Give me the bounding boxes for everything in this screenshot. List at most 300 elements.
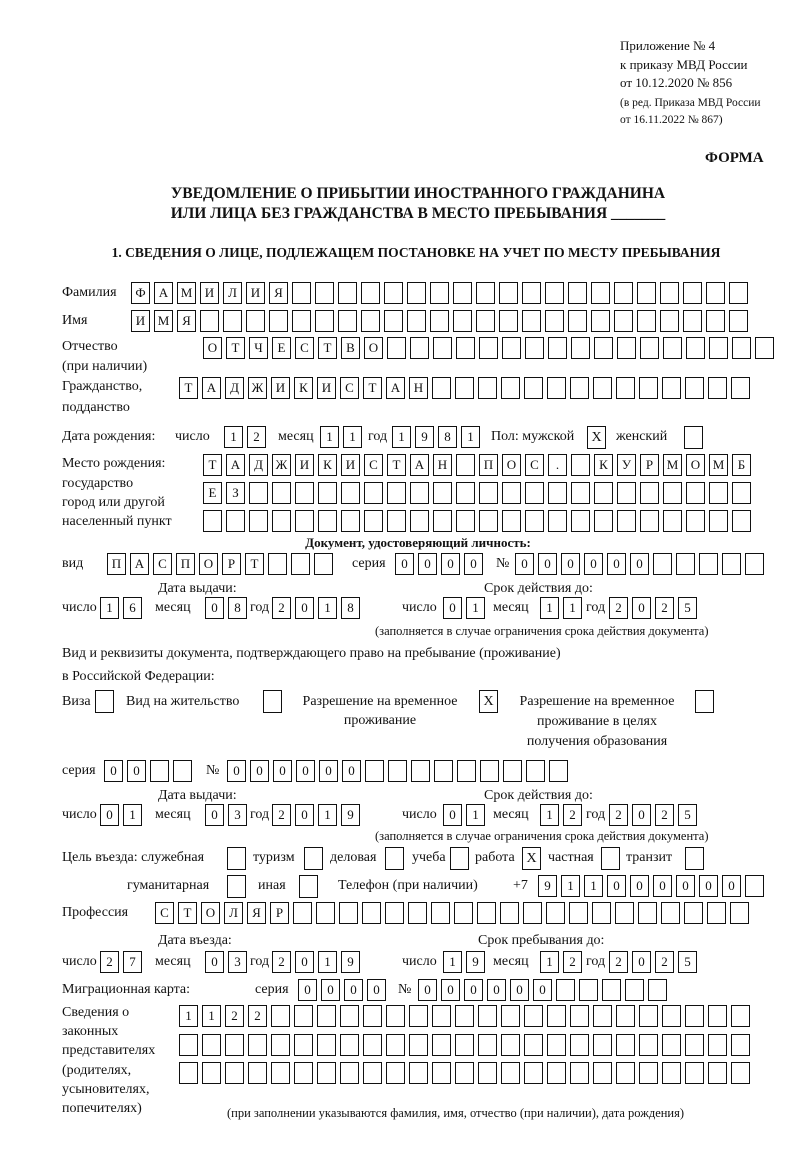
migration-number-field[interactable]	[418, 979, 671, 1001]
character-cell[interactable]	[457, 760, 476, 782]
character-cell[interactable]: 1	[466, 597, 485, 619]
character-cell[interactable]	[570, 1034, 589, 1056]
doc-number-field[interactable]	[515, 553, 768, 575]
character-cell[interactable]	[556, 979, 575, 1001]
character-cell[interactable]	[478, 1034, 497, 1056]
character-cell[interactable]: 2	[248, 1005, 267, 1027]
character-cell[interactable]	[745, 553, 764, 575]
character-cell[interactable]: Л	[224, 902, 243, 924]
character-cell[interactable]	[663, 482, 682, 504]
character-cell[interactable]	[200, 310, 219, 332]
character-cell[interactable]: 0	[584, 553, 603, 575]
character-cell[interactable]: 0	[418, 553, 437, 575]
character-cell[interactable]: 0	[104, 760, 123, 782]
character-cell[interactable]: 1	[320, 426, 339, 448]
character-cell[interactable]: 0	[295, 804, 314, 826]
character-cell[interactable]	[248, 1062, 267, 1084]
character-cell[interactable]	[548, 482, 567, 504]
purpose-service-checkbox[interactable]	[227, 847, 246, 870]
character-cell[interactable]: Е	[203, 482, 222, 504]
character-cell[interactable]	[341, 482, 360, 504]
character-cell[interactable]	[268, 553, 287, 575]
character-cell[interactable]	[730, 902, 749, 924]
character-cell[interactable]	[638, 902, 657, 924]
character-cell[interactable]: 2	[609, 804, 628, 826]
character-cell[interactable]	[707, 902, 726, 924]
character-cell[interactable]: К	[594, 454, 613, 476]
character-cell[interactable]	[683, 310, 702, 332]
character-cell[interactable]: 0	[722, 875, 741, 897]
character-cell[interactable]	[179, 1062, 198, 1084]
character-cell[interactable]: И	[200, 282, 219, 304]
character-cell[interactable]	[662, 1005, 681, 1027]
character-cell[interactable]	[455, 377, 474, 399]
character-cell[interactable]: П	[479, 454, 498, 476]
character-cell[interactable]	[661, 902, 680, 924]
character-cell[interactable]: 0	[295, 597, 314, 619]
character-cell[interactable]: 2	[655, 597, 674, 619]
character-cell[interactable]: 2	[272, 804, 291, 826]
character-cell[interactable]: 1	[318, 951, 337, 973]
character-cell[interactable]	[501, 1005, 520, 1027]
character-cell[interactable]	[226, 510, 245, 532]
character-cell[interactable]: 2	[655, 804, 674, 826]
character-cell[interactable]: 0	[630, 553, 649, 575]
character-cell[interactable]	[579, 979, 598, 1001]
character-cell[interactable]: 0	[653, 875, 672, 897]
character-cell[interactable]: Ж	[272, 454, 291, 476]
character-cell[interactable]	[708, 1062, 727, 1084]
character-cell[interactable]	[361, 282, 380, 304]
character-cell[interactable]	[708, 1005, 727, 1027]
character-cell[interactable]	[660, 310, 679, 332]
character-cell[interactable]	[571, 510, 590, 532]
character-cell[interactable]	[433, 510, 452, 532]
character-cell[interactable]	[731, 1005, 750, 1027]
character-cell[interactable]	[387, 337, 406, 359]
character-cell[interactable]	[202, 1062, 221, 1084]
character-cell[interactable]	[387, 510, 406, 532]
name-field[interactable]	[131, 310, 752, 332]
character-cell[interactable]	[685, 377, 704, 399]
birthplace-field-2[interactable]	[203, 482, 755, 504]
character-cell[interactable]	[617, 510, 636, 532]
character-cell[interactable]	[524, 377, 543, 399]
character-cell[interactable]	[522, 282, 541, 304]
character-cell[interactable]	[340, 1005, 359, 1027]
character-cell[interactable]: 9	[415, 426, 434, 448]
character-cell[interactable]	[524, 1034, 543, 1056]
character-cell[interactable]: О	[502, 454, 521, 476]
stay-day-field[interactable]	[443, 951, 489, 973]
character-cell[interactable]	[269, 310, 288, 332]
character-cell[interactable]	[430, 310, 449, 332]
character-cell[interactable]	[295, 482, 314, 504]
character-cell[interactable]	[338, 310, 357, 332]
temp-residence-checkbox[interactable]: X	[479, 690, 498, 713]
character-cell[interactable]	[454, 902, 473, 924]
character-cell[interactable]	[685, 1005, 704, 1027]
character-cell[interactable]: С	[155, 902, 174, 924]
character-cell[interactable]	[410, 337, 429, 359]
character-cell[interactable]	[386, 1034, 405, 1056]
character-cell[interactable]: М	[154, 310, 173, 332]
character-cell[interactable]	[708, 377, 727, 399]
character-cell[interactable]: .	[548, 454, 567, 476]
character-cell[interactable]	[686, 510, 705, 532]
reps-field-2[interactable]	[179, 1034, 754, 1056]
character-cell[interactable]	[361, 310, 380, 332]
character-cell[interactable]	[547, 377, 566, 399]
character-cell[interactable]	[729, 310, 748, 332]
character-cell[interactable]	[433, 482, 452, 504]
character-cell[interactable]: З	[226, 482, 245, 504]
birthplace-field-1[interactable]	[203, 454, 755, 476]
character-cell[interactable]	[315, 282, 334, 304]
character-cell[interactable]: А	[202, 377, 221, 399]
character-cell[interactable]	[685, 1034, 704, 1056]
purpose-transit-checkbox[interactable]	[685, 847, 704, 870]
character-cell[interactable]: О	[203, 337, 222, 359]
character-cell[interactable]: 1	[443, 951, 462, 973]
character-cell[interactable]: 0	[487, 979, 506, 1001]
character-cell[interactable]: 3	[228, 804, 247, 826]
character-cell[interactable]: 2	[655, 951, 674, 973]
character-cell[interactable]: 0	[441, 979, 460, 1001]
character-cell[interactable]: 0	[510, 979, 529, 1001]
character-cell[interactable]	[522, 310, 541, 332]
surname-field[interactable]	[131, 282, 752, 304]
character-cell[interactable]: А	[226, 454, 245, 476]
reps-field-1[interactable]	[179, 1005, 754, 1027]
character-cell[interactable]	[478, 1062, 497, 1084]
character-cell[interactable]: И	[341, 454, 360, 476]
character-cell[interactable]: 1	[563, 597, 582, 619]
character-cell[interactable]	[686, 482, 705, 504]
character-cell[interactable]: А	[386, 377, 405, 399]
character-cell[interactable]: 7	[123, 951, 142, 973]
character-cell[interactable]	[363, 1005, 382, 1027]
sex-female-checkbox[interactable]	[684, 426, 703, 449]
character-cell[interactable]	[593, 1062, 612, 1084]
character-cell[interactable]	[616, 1005, 635, 1027]
doc-issue-day-field[interactable]	[100, 597, 146, 619]
character-cell[interactable]	[732, 337, 751, 359]
character-cell[interactable]	[292, 282, 311, 304]
citizenship-field[interactable]	[179, 377, 754, 399]
character-cell[interactable]	[501, 377, 520, 399]
character-cell[interactable]: О	[201, 902, 220, 924]
character-cell[interactable]	[548, 510, 567, 532]
character-cell[interactable]: 1	[461, 426, 480, 448]
stay-year-field[interactable]	[609, 951, 701, 973]
character-cell[interactable]	[317, 1062, 336, 1084]
character-cell[interactable]: 0	[273, 760, 292, 782]
character-cell[interactable]: 6	[123, 597, 142, 619]
character-cell[interactable]	[317, 1005, 336, 1027]
character-cell[interactable]: 9	[341, 804, 360, 826]
character-cell[interactable]	[272, 482, 291, 504]
character-cell[interactable]	[477, 902, 496, 924]
character-cell[interactable]	[569, 902, 588, 924]
character-cell[interactable]	[568, 310, 587, 332]
character-cell[interactable]: 2	[272, 597, 291, 619]
character-cell[interactable]	[432, 1034, 451, 1056]
doc-valid-year-field[interactable]	[609, 597, 701, 619]
character-cell[interactable]: Т	[179, 377, 198, 399]
character-cell[interactable]	[625, 979, 644, 1001]
character-cell[interactable]: С	[340, 377, 359, 399]
character-cell[interactable]	[709, 482, 728, 504]
character-cell[interactable]	[591, 282, 610, 304]
character-cell[interactable]	[294, 1062, 313, 1084]
character-cell[interactable]: П	[176, 553, 195, 575]
character-cell[interactable]: С	[295, 337, 314, 359]
character-cell[interactable]	[525, 482, 544, 504]
character-cell[interactable]: Ч	[249, 337, 268, 359]
character-cell[interactable]	[203, 510, 222, 532]
character-cell[interactable]	[433, 337, 452, 359]
character-cell[interactable]	[387, 482, 406, 504]
temp-residence-edu-checkbox[interactable]	[695, 690, 714, 713]
character-cell[interactable]: 0	[205, 951, 224, 973]
character-cell[interactable]	[616, 377, 635, 399]
character-cell[interactable]: 0	[319, 760, 338, 782]
character-cell[interactable]: Р	[222, 553, 241, 575]
character-cell[interactable]: 0	[464, 979, 483, 1001]
purpose-business-checkbox[interactable]	[385, 847, 404, 870]
purpose-other-checkbox[interactable]	[299, 875, 318, 898]
character-cell[interactable]: 1	[224, 426, 243, 448]
character-cell[interactable]: Т	[178, 902, 197, 924]
character-cell[interactable]	[456, 482, 475, 504]
character-cell[interactable]: 0	[443, 804, 462, 826]
birth-month-field[interactable]	[320, 426, 366, 448]
character-cell[interactable]	[615, 902, 634, 924]
character-cell[interactable]: 2	[609, 597, 628, 619]
character-cell[interactable]	[660, 282, 679, 304]
character-cell[interactable]	[662, 1034, 681, 1056]
character-cell[interactable]	[249, 510, 268, 532]
character-cell[interactable]	[339, 902, 358, 924]
character-cell[interactable]	[408, 902, 427, 924]
character-cell[interactable]: И	[131, 310, 150, 332]
character-cell[interactable]	[318, 510, 337, 532]
character-cell[interactable]: 0	[632, 951, 651, 973]
character-cell[interactable]	[479, 337, 498, 359]
character-cell[interactable]	[271, 1034, 290, 1056]
character-cell[interactable]	[502, 510, 521, 532]
purpose-work-checkbox[interactable]: X	[522, 847, 541, 870]
stay-number-field[interactable]	[227, 760, 572, 782]
profession-field[interactable]	[155, 902, 753, 924]
character-cell[interactable]: 2	[225, 1005, 244, 1027]
character-cell[interactable]: А	[154, 282, 173, 304]
character-cell[interactable]: 0	[321, 979, 340, 1001]
character-cell[interactable]	[699, 553, 718, 575]
character-cell[interactable]	[614, 310, 633, 332]
character-cell[interactable]: 8	[228, 597, 247, 619]
character-cell[interactable]: 0	[250, 760, 269, 782]
character-cell[interactable]	[411, 760, 430, 782]
doc-valid-day-field[interactable]	[443, 597, 489, 619]
character-cell[interactable]	[225, 1062, 244, 1084]
character-cell[interactable]: 2	[563, 804, 582, 826]
character-cell[interactable]	[602, 979, 621, 1001]
purpose-study-checkbox[interactable]	[450, 847, 469, 870]
character-cell[interactable]	[456, 510, 475, 532]
character-cell[interactable]: 5	[678, 951, 697, 973]
character-cell[interactable]: 8	[341, 597, 360, 619]
character-cell[interactable]: Р	[270, 902, 289, 924]
character-cell[interactable]	[407, 282, 426, 304]
character-cell[interactable]	[547, 1034, 566, 1056]
character-cell[interactable]	[318, 482, 337, 504]
character-cell[interactable]: 0	[205, 597, 224, 619]
character-cell[interactable]: 9	[538, 875, 557, 897]
character-cell[interactable]	[271, 1062, 290, 1084]
character-cell[interactable]: Д	[249, 454, 268, 476]
character-cell[interactable]	[363, 1062, 382, 1084]
character-cell[interactable]	[523, 902, 542, 924]
character-cell[interactable]	[314, 553, 333, 575]
character-cell[interactable]	[456, 454, 475, 476]
character-cell[interactable]: Ф	[131, 282, 150, 304]
character-cell[interactable]	[179, 1034, 198, 1056]
character-cell[interactable]	[291, 553, 310, 575]
character-cell[interactable]	[340, 1062, 359, 1084]
character-cell[interactable]	[663, 510, 682, 532]
stay-valid-day-field[interactable]	[443, 804, 489, 826]
character-cell[interactable]	[293, 902, 312, 924]
character-cell[interactable]	[476, 282, 495, 304]
character-cell[interactable]	[616, 1062, 635, 1084]
birth-year-field[interactable]	[392, 426, 484, 448]
character-cell[interactable]	[526, 760, 545, 782]
character-cell[interactable]	[639, 1062, 658, 1084]
character-cell[interactable]	[409, 1005, 428, 1027]
character-cell[interactable]	[593, 1005, 612, 1027]
character-cell[interactable]	[223, 310, 242, 332]
character-cell[interactable]	[431, 902, 450, 924]
character-cell[interactable]	[455, 1062, 474, 1084]
character-cell[interactable]: 2	[247, 426, 266, 448]
character-cell[interactable]	[432, 1005, 451, 1027]
character-cell[interactable]: 8	[438, 426, 457, 448]
character-cell[interactable]	[637, 310, 656, 332]
character-cell[interactable]	[545, 310, 564, 332]
character-cell[interactable]	[663, 337, 682, 359]
character-cell[interactable]	[549, 760, 568, 782]
character-cell[interactable]	[648, 979, 667, 1001]
character-cell[interactable]	[524, 1062, 543, 1084]
character-cell[interactable]	[731, 1034, 750, 1056]
doc-valid-month-field[interactable]	[540, 597, 586, 619]
stay-issue-day-field[interactable]	[100, 804, 146, 826]
character-cell[interactable]	[294, 1034, 313, 1056]
character-cell[interactable]	[686, 337, 705, 359]
character-cell[interactable]: Е	[272, 337, 291, 359]
character-cell[interactable]: С	[525, 454, 544, 476]
character-cell[interactable]: 1	[123, 804, 142, 826]
character-cell[interactable]: Б	[732, 454, 751, 476]
character-cell[interactable]: 3	[228, 951, 247, 973]
character-cell[interactable]	[246, 310, 265, 332]
character-cell[interactable]	[272, 510, 291, 532]
character-cell[interactable]: 0	[515, 553, 534, 575]
character-cell[interactable]	[547, 1005, 566, 1027]
character-cell[interactable]	[341, 510, 360, 532]
character-cell[interactable]: Н	[433, 454, 452, 476]
character-cell[interactable]	[593, 377, 612, 399]
character-cell[interactable]: Т	[245, 553, 264, 575]
character-cell[interactable]: 0	[443, 597, 462, 619]
residence-permit-checkbox[interactable]	[263, 690, 282, 713]
character-cell[interactable]	[593, 1034, 612, 1056]
character-cell[interactable]: 1	[540, 597, 559, 619]
reps-field-3[interactable]	[179, 1062, 754, 1084]
character-cell[interactable]	[684, 902, 703, 924]
doc-kind-field[interactable]	[107, 553, 337, 575]
character-cell[interactable]	[501, 1062, 520, 1084]
character-cell[interactable]	[676, 553, 695, 575]
character-cell[interactable]: Н	[409, 377, 428, 399]
character-cell[interactable]: Р	[640, 454, 659, 476]
character-cell[interactable]	[706, 310, 725, 332]
character-cell[interactable]	[292, 310, 311, 332]
character-cell[interactable]	[570, 1062, 589, 1084]
character-cell[interactable]	[294, 1005, 313, 1027]
character-cell[interactable]	[410, 482, 429, 504]
character-cell[interactable]: 5	[678, 804, 697, 826]
character-cell[interactable]: 0	[538, 553, 557, 575]
character-cell[interactable]	[616, 1034, 635, 1056]
character-cell[interactable]: О	[686, 454, 705, 476]
character-cell[interactable]: 2	[100, 951, 119, 973]
character-cell[interactable]: 1	[179, 1005, 198, 1027]
character-cell[interactable]	[525, 337, 544, 359]
character-cell[interactable]	[499, 282, 518, 304]
character-cell[interactable]	[570, 1005, 589, 1027]
character-cell[interactable]: И	[271, 377, 290, 399]
entry-month-field[interactable]	[205, 951, 251, 973]
character-cell[interactable]	[662, 1062, 681, 1084]
character-cell[interactable]	[732, 482, 751, 504]
character-cell[interactable]: 0	[607, 875, 626, 897]
character-cell[interactable]: 5	[678, 597, 697, 619]
stay-valid-year-field[interactable]	[609, 804, 701, 826]
character-cell[interactable]	[499, 310, 518, 332]
character-cell[interactable]	[639, 377, 658, 399]
character-cell[interactable]: С	[153, 553, 172, 575]
character-cell[interactable]	[729, 282, 748, 304]
character-cell[interactable]	[502, 482, 521, 504]
character-cell[interactable]	[640, 482, 659, 504]
character-cell[interactable]: 1	[343, 426, 362, 448]
sex-male-checkbox[interactable]: X	[587, 426, 606, 449]
character-cell[interactable]	[685, 1062, 704, 1084]
character-cell[interactable]	[365, 760, 384, 782]
character-cell[interactable]	[571, 454, 590, 476]
character-cell[interactable]	[315, 310, 334, 332]
character-cell[interactable]	[709, 337, 728, 359]
character-cell[interactable]	[640, 510, 659, 532]
character-cell[interactable]: 1	[540, 951, 559, 973]
character-cell[interactable]: 0	[296, 760, 315, 782]
phone-field[interactable]	[538, 875, 768, 897]
character-cell[interactable]: 0	[127, 760, 146, 782]
character-cell[interactable]: Т	[318, 337, 337, 359]
